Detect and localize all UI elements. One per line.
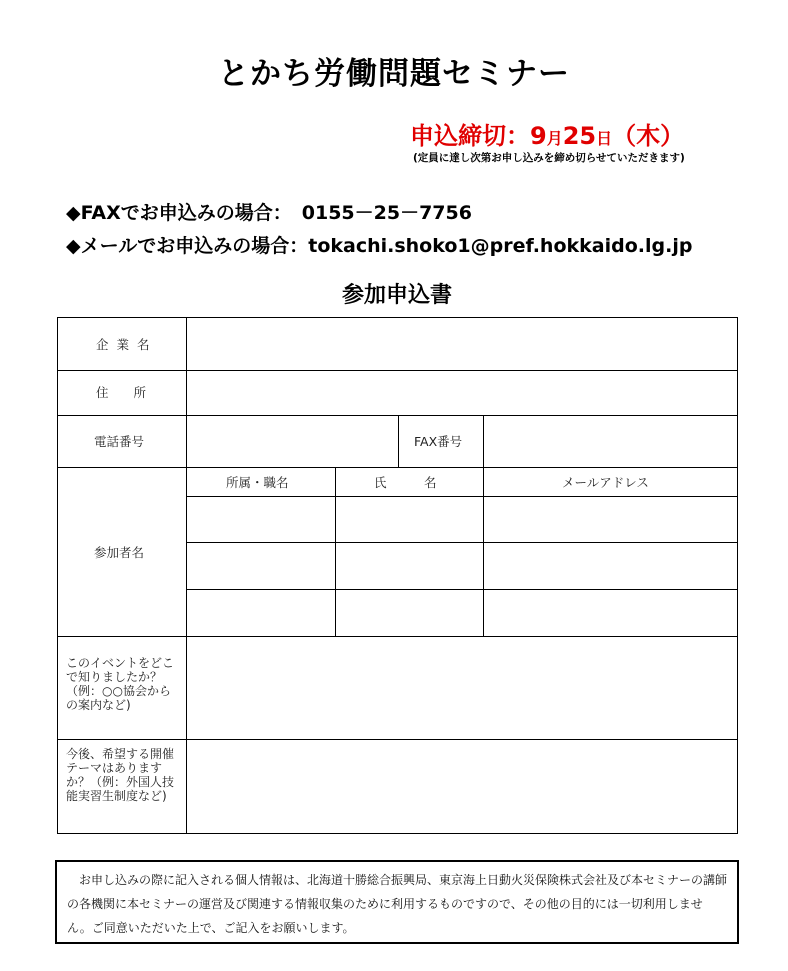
mail-contact-label: ◆メールでお申込みの場合： <box>66 235 309 257</box>
participant-2-name-input[interactable] <box>336 543 483 589</box>
participant-1-dept-input[interactable] <box>187 497 335 542</box>
theme-label: 今後、希望する開催テーマはありますか？（例：外国人技能実習生制度など) <box>66 747 175 803</box>
column-divider <box>398 415 399 467</box>
name-column-header: 氏 名 <box>374 475 437 490</box>
mail-address: tokachi.shoko1@pref.hokkaido.lg.jp <box>308 235 693 257</box>
page-title: とかち労働問題セミナー <box>218 56 570 92</box>
participants-label: 参加者名 <box>94 545 145 560</box>
phone-input[interactable] <box>187 416 398 467</box>
fax-contact-label: ◆FAXでお申込みの場合： <box>66 202 292 224</box>
mail-contact <box>66 231 692 258</box>
privacy-notice: お申し込みの際に記入される個人情報は、北海道十勝総合振興局、東京海上日動火災保険株式会社及び本セミナーの講師の各機関に本セミナーの運営及び関連する情報収集のために利用するものですので、その他の目的には一切利用しません。ご同意いただいた上で、ご記入をお願いします。 <box>55 860 739 944</box>
form-title: 参加申込書 <box>341 283 452 308</box>
company-input[interactable] <box>187 318 737 370</box>
participant-3-dept-input[interactable] <box>187 590 335 636</box>
theme-input[interactable] <box>187 740 737 833</box>
participant-1-email-input[interactable] <box>484 497 737 542</box>
deadline <box>410 116 684 151</box>
dept-column-header: 所属・職名 <box>226 475 289 490</box>
deadline-month-unit: 月 <box>546 129 563 148</box>
deadline-day-num: 25 <box>562 122 597 150</box>
deadline-weekday: （木） <box>612 122 685 150</box>
source-label: このイベントをどこで知りましたか？（例：○○協会からの案内など) <box>66 656 175 712</box>
deadline-note: (定員に達し次第お申し込みを締め切らせていただきます) <box>413 152 685 164</box>
fax-number: 0155－25－7756 <box>301 202 472 224</box>
participant-2-dept-input[interactable] <box>187 543 335 589</box>
deadline-day-unit: 日 <box>596 129 613 148</box>
address-input[interactable] <box>187 371 737 415</box>
email-column-header: メールアドレス <box>562 475 649 490</box>
deadline-prefix: 申込締切： <box>410 122 530 150</box>
participant-2-email-input[interactable] <box>484 543 737 589</box>
fax-label: FAX番号 <box>414 434 463 449</box>
participant-3-email-input[interactable] <box>484 590 737 636</box>
row-divider <box>58 467 737 468</box>
participant-1-name-input[interactable] <box>336 497 483 542</box>
application-form <box>57 317 738 834</box>
source-input[interactable] <box>187 637 737 739</box>
company-label: 企 業 名 <box>96 337 152 352</box>
phone-label: 電話番号 <box>94 434 145 449</box>
fax-contact <box>66 198 472 225</box>
participant-3-name-input[interactable] <box>336 590 483 636</box>
deadline-month-num: 9 <box>530 122 547 150</box>
fax-input[interactable] <box>484 416 737 467</box>
address-label: 住 所 <box>96 385 147 400</box>
